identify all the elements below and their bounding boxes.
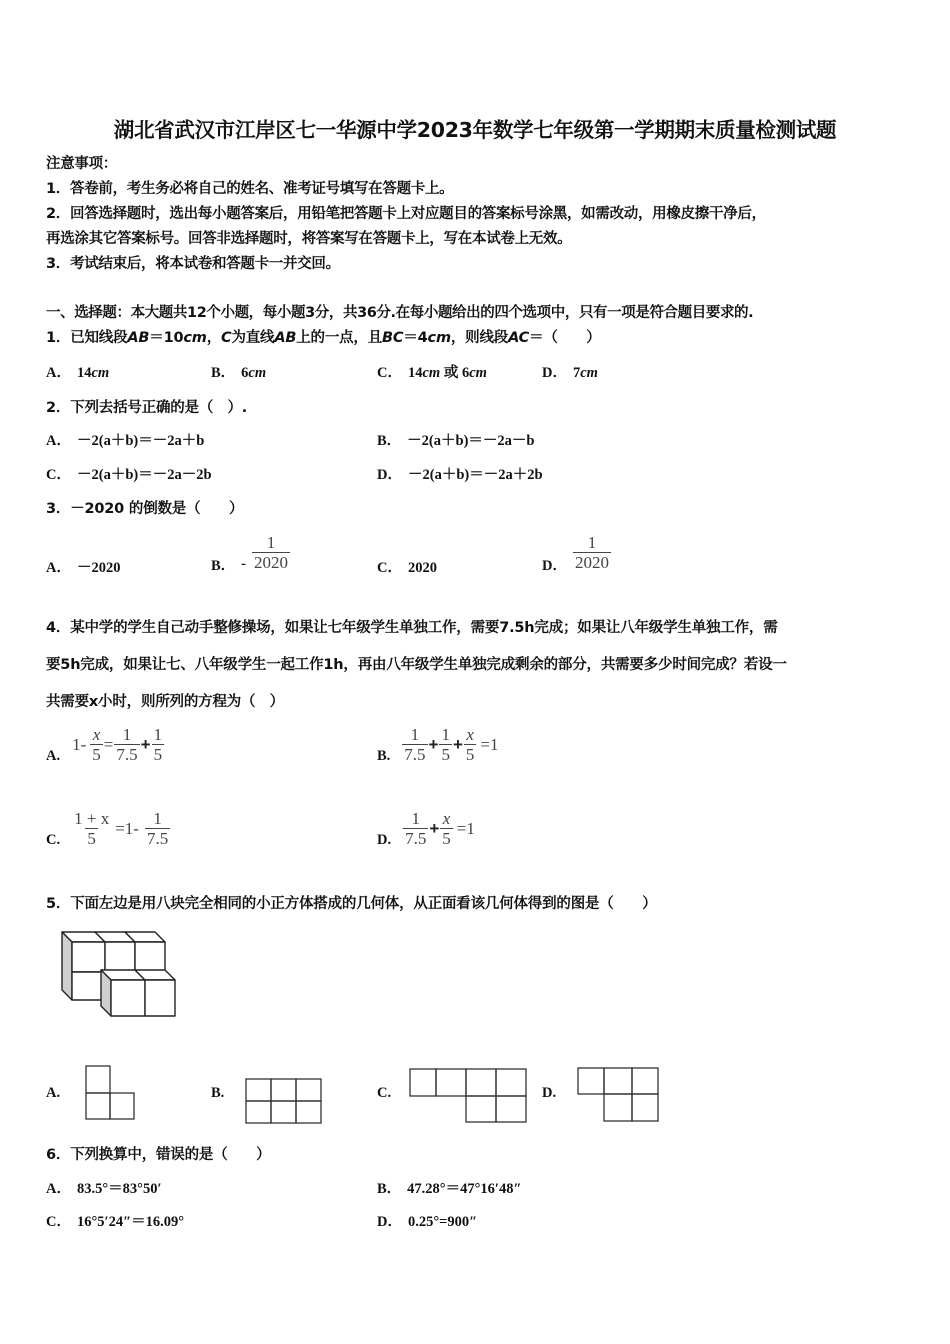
- notice-item-1: 1．答卷前，考生务必将自己的姓名、准考证号填写在答题卡上。: [46, 181, 454, 197]
- q1-option-a[interactable]: A． 14cm: [46, 365, 110, 381]
- question-6-stem: 6．下列换算中，错误的是（ ）: [46, 1147, 271, 1163]
- q6-option-a[interactable]: A． 83.5°＝83°50′: [46, 1181, 162, 1197]
- equation: $\frac{1 + x}{5}$ =1- $\frac{1}{7.5}$: [74, 808, 169, 848]
- question-2-stem: 2．下列去括号正确的是（ ）.: [46, 400, 248, 416]
- q5-option-d-label[interactable]: D.: [542, 1085, 557, 1101]
- notice-item-2-cont: 再选涂其它答案标号。回答非选择题时，将答案写在答题卡上，写在本试卷上无效。: [46, 231, 572, 247]
- section-heading: 一、选择题：本大题共12个小题，每小题3分，共36分.在每小题给出的四个选项中，只有一项是符合题目要求的.: [46, 305, 754, 321]
- notice-item-2: 2．回答选择题时，选出每小题答案后，用铅笔把答题卡上对应题目的答案标号涂黑，如需改动，用橡皮擦干净后，: [46, 206, 766, 222]
- q1-option-c[interactable]: C． 14cm 或 6cm: [377, 365, 487, 381]
- q5-option-a-figure[interactable]: [85, 1065, 135, 1121]
- q5-option-c-label[interactable]: C.: [377, 1085, 392, 1101]
- notice-heading: 注意事项：: [46, 156, 117, 172]
- q4-option-d[interactable]: D. $\frac{1}{7.5}$ + $\frac{x}{5}$ =1: [377, 808, 475, 848]
- equation: $\frac{1}{7.5}$ + $\frac{x}{5}$ =1: [405, 808, 475, 848]
- question-5-stem: 5．下面左边是用八块完全相同的小正方体搭成的几何体，从正面看该几何体得到的图是（ ）: [46, 896, 657, 912]
- question-3-stem: 3．－2020 的倒数是（ ）: [46, 501, 244, 517]
- notice-item-3: 3．考试结束后，将本试卷和答题卡一并交回。: [46, 256, 340, 272]
- q1-option-b[interactable]: B． 6cm: [211, 365, 267, 381]
- q3-option-a[interactable]: A． －2020: [46, 560, 121, 576]
- q5-option-d-figure[interactable]: [577, 1067, 661, 1123]
- q5-option-b-label[interactable]: B.: [211, 1085, 225, 1101]
- page-title: 湖北省武汉市江岸区七一华源中学2023年数学七年级第一学期期末质量检测试题: [113, 118, 837, 142]
- q4-option-b[interactable]: B. $\frac{1}{7.5}$ + $\frac{1}{5}$ + $\frac{x}{5}$ =1: [377, 724, 499, 764]
- q6-option-d[interactable]: D． 0.25°=900″: [377, 1214, 478, 1230]
- q5-option-a-label[interactable]: A.: [46, 1085, 61, 1101]
- q3-option-d[interactable]: D． $\frac{1}{2020}$: [542, 532, 609, 574]
- q5-option-b-figure[interactable]: [245, 1078, 323, 1124]
- equation: 1- $\frac{x}{5}$ = $\frac{1}{7.5}$ + $\frac{1}{5}$: [72, 724, 163, 764]
- question-4-stem-line-2: 要5h完成，如果让七、八年级学生一起工作1h，再由八年级学生单独完成剩余的部分，共需要多少时间完成？若设一: [46, 657, 787, 673]
- q3-option-b[interactable]: B． - $\frac{1}{2020}$: [211, 532, 289, 574]
- q3-option-c[interactable]: C． 2020: [377, 560, 437, 576]
- equation: $\frac{1}{7.5}$ + $\frac{1}{5}$ + $\frac{x}{5}$ =1: [404, 724, 499, 764]
- question-number: 1．: [46, 330, 71, 346]
- q5-option-c-figure[interactable]: [409, 1068, 529, 1124]
- q6-option-c[interactable]: C． 16°5′24″＝16.09°: [46, 1214, 185, 1230]
- q2-option-a[interactable]: A． －2(a＋b)＝－2a＋b: [46, 433, 205, 449]
- q4-option-a[interactable]: A. 1- $\frac{x}{5}$ = $\frac{1}{7.5}$ + $\frac{1}{5}$: [46, 724, 163, 764]
- q6-option-b[interactable]: B． 47.28°＝47°16′48″: [377, 1181, 522, 1197]
- q4-option-c[interactable]: C. $\frac{1 + x}{5}$ =1- $\frac{1}{7.5}$: [46, 808, 169, 848]
- question-4-stem-line-3: 共需要x小时，则所列的方程为（ ）: [46, 694, 284, 710]
- eight-cube-solid-figure: [60, 930, 180, 1020]
- fraction: $\frac{1}{2020}$: [574, 532, 609, 572]
- q2-option-c[interactable]: C． －2(a＋b)＝－2a－2b: [46, 467, 212, 483]
- fraction: $\frac{1}{2020}$: [254, 532, 289, 572]
- question-4-stem-line-1: 4．某中学的学生自己动手整修操场，如果让七年级学生单独工作，需要7.5h完成；如果让八年级学生单独工作，需: [46, 620, 778, 636]
- question-1-stem: 1．已知线段AB＝10cm，C为直线AB上的一点，且BC＝4cm，则线段AC＝（ ）: [46, 330, 601, 346]
- q2-option-d[interactable]: D． －2(a＋b)＝－2a＋2b: [377, 467, 543, 483]
- q1-option-d[interactable]: D． 7cm: [542, 365, 598, 381]
- q2-option-b[interactable]: B． －2(a＋b)＝－2a－b: [377, 433, 535, 449]
